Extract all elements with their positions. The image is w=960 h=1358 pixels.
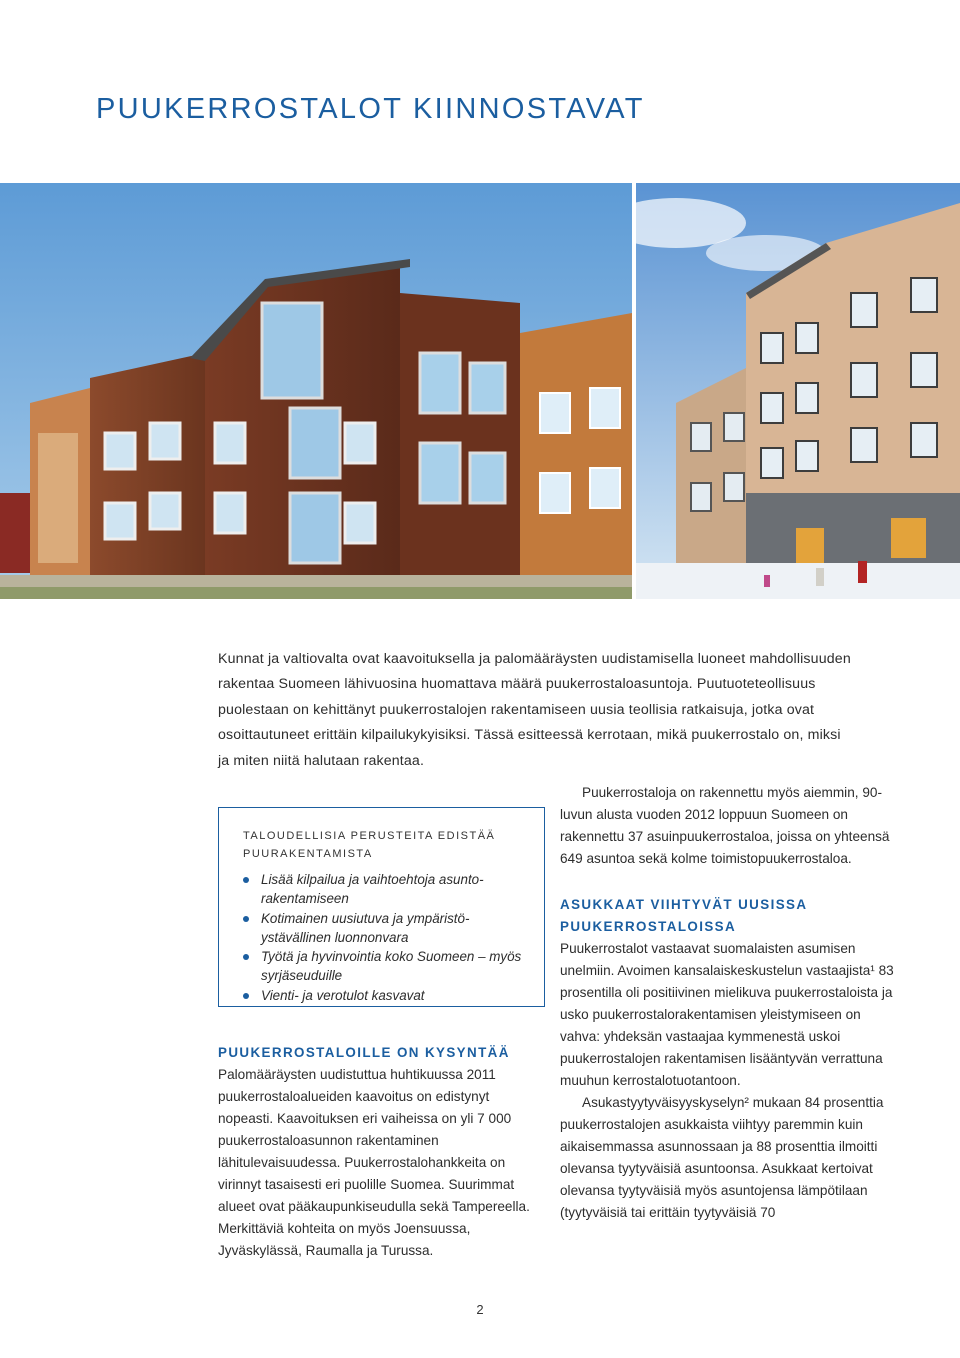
building-photo-right-icon <box>636 183 960 599</box>
info-box-list <box>243 870 530 1005</box>
intro-line: rakentaa Suomeen lähivuosina huomattava määrä puukerrostaloasuntoja. Puutuoteteollisuus <box>218 676 816 693</box>
wooden-apartment-building-photo <box>0 183 632 599</box>
wooden-apartment-building-winter-photo <box>636 183 960 599</box>
list-item-text: Lisää kilpailua ja vaihtoehtoja asunto-rakentamiseen <box>261 872 484 907</box>
list-item <box>243 870 530 909</box>
intro-line: osoittautuneet erittäin kilpailukykyisiksi. Tässä esitteessä kerrotaan, mikä puukerrostalo on, miksi <box>218 727 841 744</box>
intro-line: Kunnat ja valtiovalta ovat kaavoituksella ja palomääräysten uudistamisella luoneet mahdollisuuden <box>218 651 851 667</box>
paragraph-residents-2: Asukastyytyväisyyskyselyn² mukaan 84 prosenttia puukerrostalojen asukkaista viihtyy paremmin kuin aikaisemmassa asunnossaan ja 88 prosenttia ilmoitti olevansa tyytyväisiä asuntoonsa. Asukkaat kertoivat olevansa tyytyväisiä myös asuntojensa lämpötilaan (tyytyväisiä tai erittäin tyytyväisiä 70 <box>560 1095 884 1220</box>
info-box <box>218 807 545 1007</box>
list-item <box>243 909 530 948</box>
list-item <box>243 947 530 986</box>
list-item <box>243 986 530 1005</box>
intro-paragraph <box>218 647 898 774</box>
list-item-text: Työtä ja hyvinvointia koko Suomeen – myös syrjäseuduille <box>261 949 522 984</box>
intro-line: ja miten niitä halutaan rakentaa. <box>218 752 425 769</box>
bullet-icon <box>243 993 249 999</box>
paragraph-demand: Palomääräysten uudistuttua huhtikuussa 2011 puukerrostaloalueiden kaavoitus on edistynyt nopeasti. Kaavoituksen eri vaiheissa on yli 7 000 puukerrostaloasunnon rakentaminen lähitulevaisuudessa. Puukerrostalohankkeita on virinnyt tasaisesti eri puolille Suomea. Suurimmat alueet ovat pääkaupunkiseudulla sekä Tampereella. Merkittäviä kohteita on myös Joensuussa, Jyväskylässä, Raumalla ja Turussa. <box>218 1067 530 1258</box>
list-item-text: Vienti- ja verotulot kasvavat <box>261 987 425 1003</box>
right-column <box>560 782 900 1224</box>
spacer <box>560 870 900 894</box>
paragraph-history: Puukerrostaloja on rakennettu myös aiemmin, 90-luvun alusta vuoden 2012 loppuun Suomeen on rakennettu 37 asuinpuukerrostaloa, joissa on yhteensä 649 asuntoa sekä kolme toimistopuukerrostaloa. <box>560 785 890 866</box>
building-photo-left-icon <box>0 183 632 599</box>
bullet-icon <box>243 877 249 883</box>
intro-line: puolestaan on kehittänyt puukerrostalojen rakentamiseen uusia teollisia ratkaisuja, jotka ovat <box>218 701 815 718</box>
left-column <box>218 1042 548 1262</box>
bullet-icon <box>243 954 249 960</box>
info-box-title: TALOUDELLISIA PERUSTEITA EDISTÄÄ PUURAKENTAMISTA <box>243 830 496 860</box>
page-number: 2 <box>476 1302 484 1317</box>
page-title: PUUKERROSTALOT KIINNOSTAVAT <box>96 93 645 125</box>
bullet-icon <box>243 916 249 922</box>
list-item-text: Kotimainen uusiutuva ja ympäristö-ystävällinen luonnonvara <box>261 910 470 945</box>
section-heading-demand: PUUKERROSTALOILLE ON KYSYNTÄÄ <box>218 1045 510 1060</box>
section-heading-residents: ASUKKAAT VIIHTYVÄT UUSISSA PUUKERROSTALOISSA <box>560 897 807 934</box>
paragraph-residents-1: Puukerrostalot vastaavat suomalaisten asumisen unelmiin. Avoimen kansalaiskeskustelun vastaajista¹ 83 prosentilla oli positiivinen mielikuva puukerrostaloista ja usko puukerrostalorakentamisen yleistymiseen on vahva: yhdeksän vastaajaa kymmenestä uskoi puukerrostalojen rakentamisen lisääntyvän verrattuna muuhun kerrostalotuotantoon. <box>560 941 894 1088</box>
